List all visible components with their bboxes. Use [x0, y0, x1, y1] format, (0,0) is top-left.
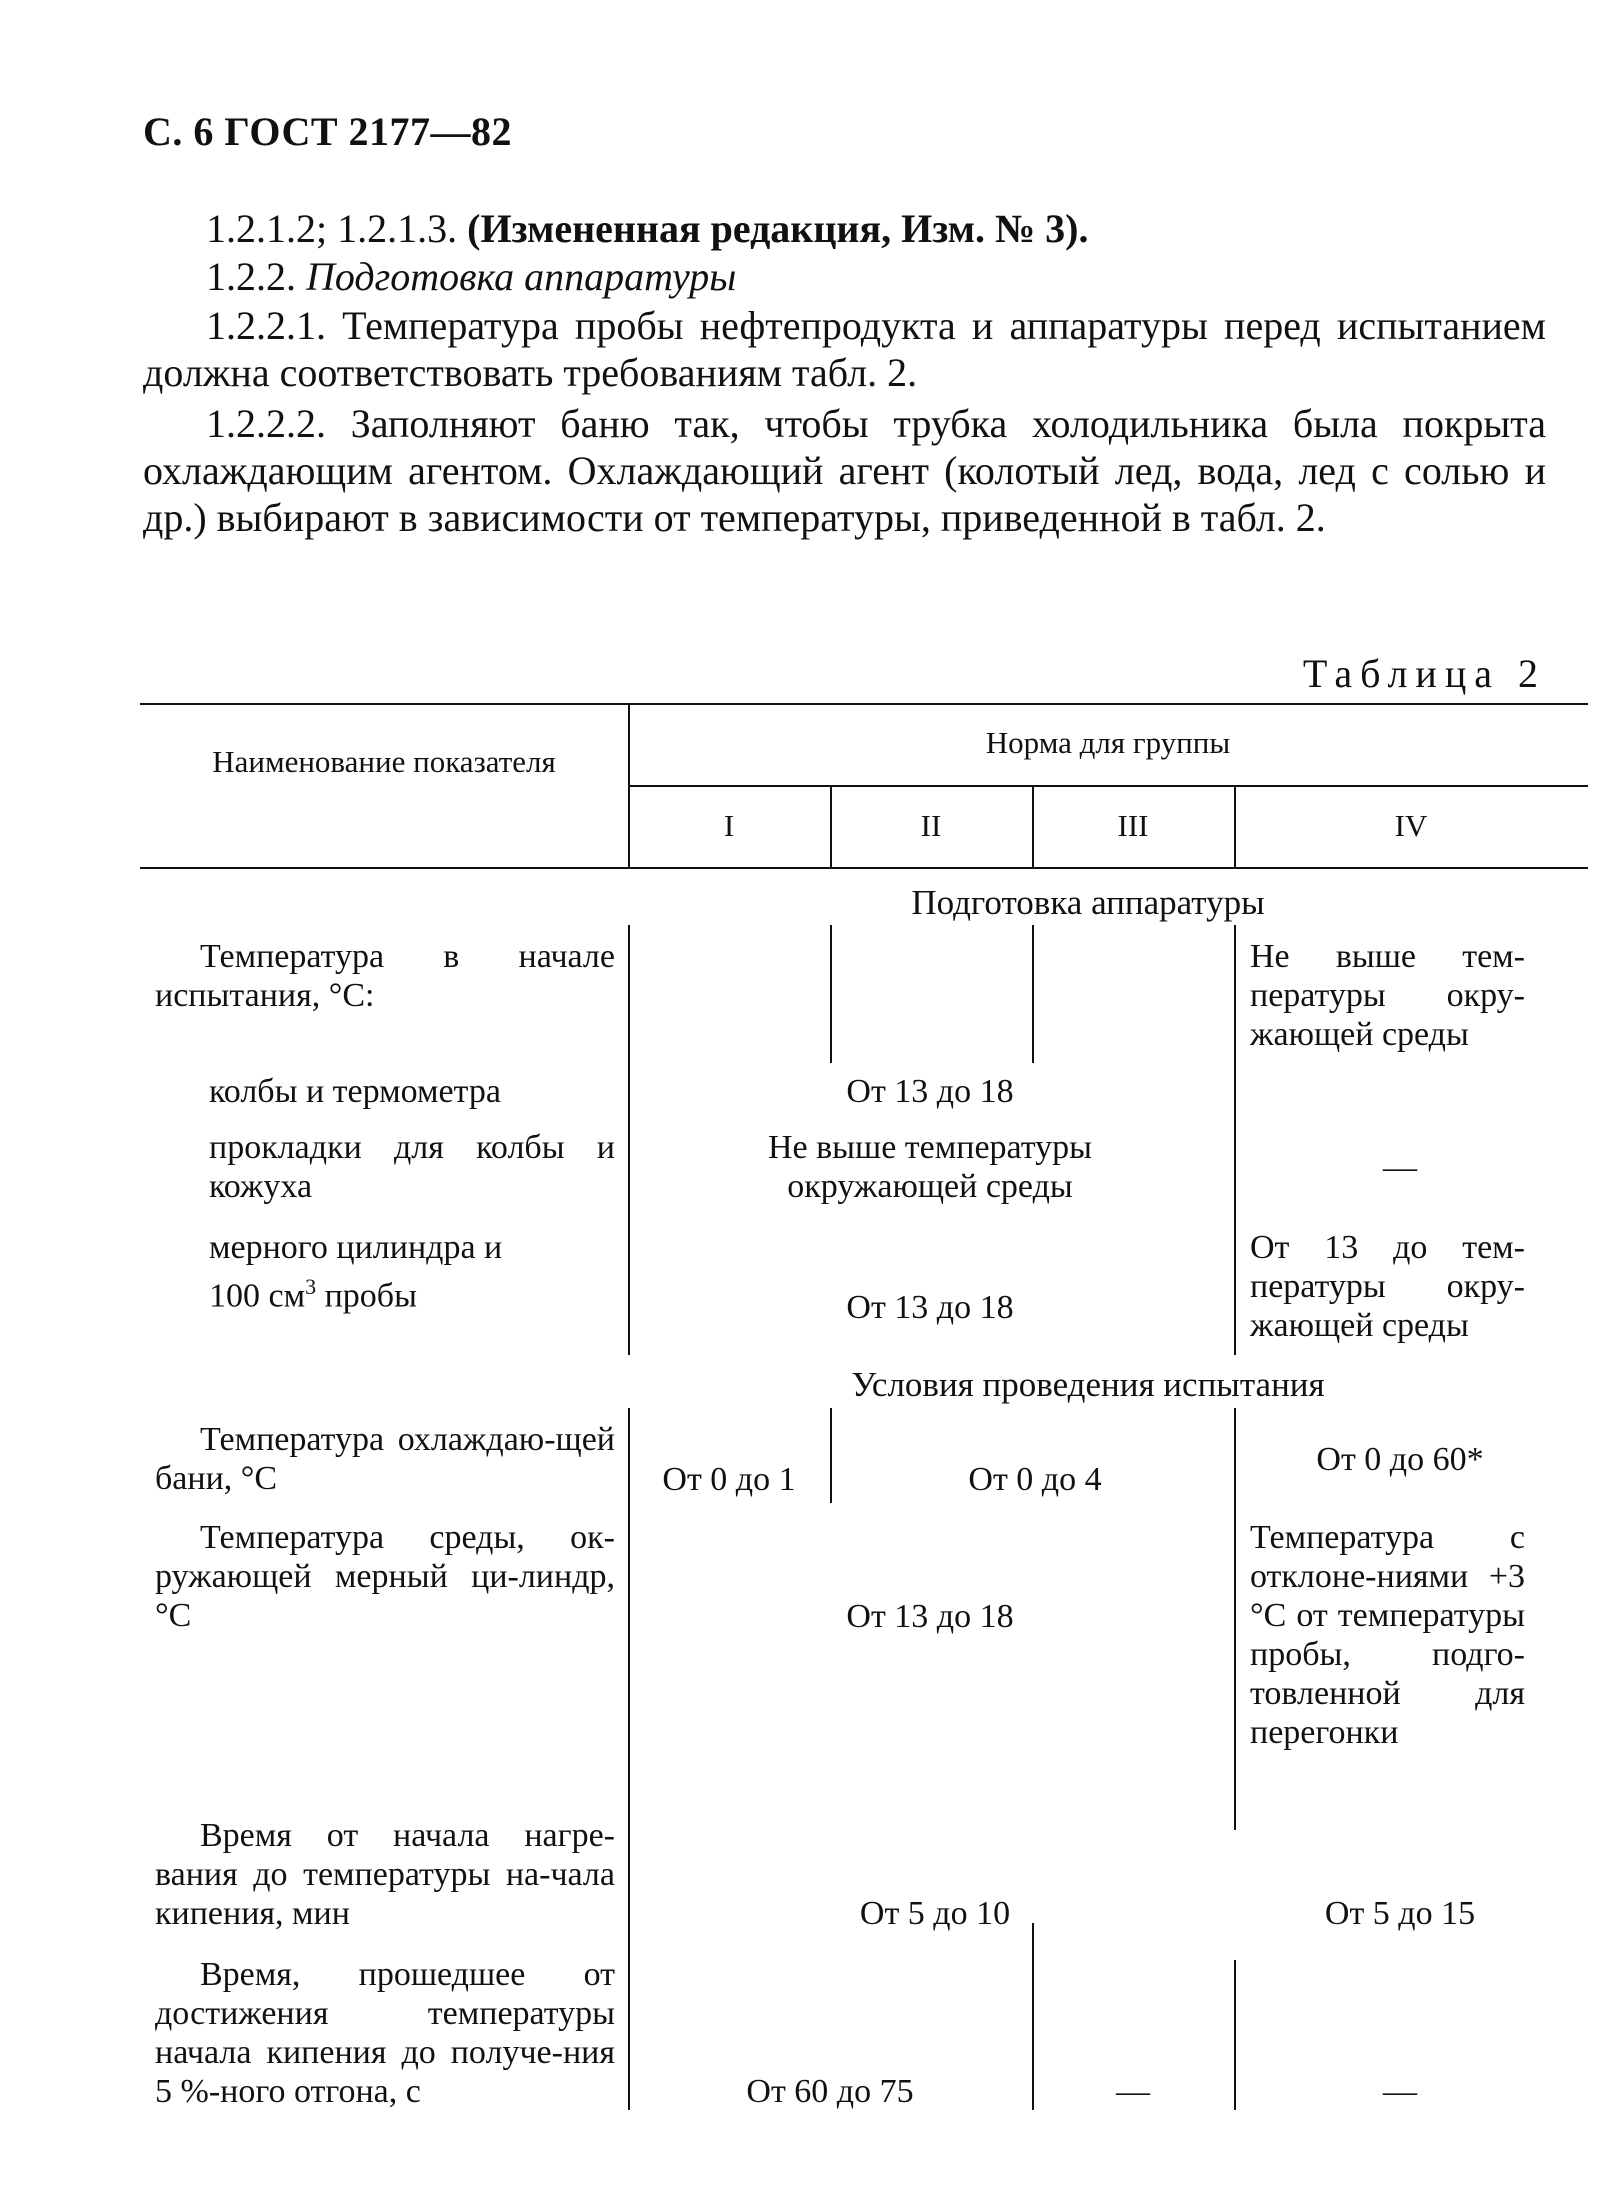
label-cylinder-superscript: 3 [305, 1274, 317, 1299]
page-header: С. 6 ГОСТ 2177—82 [143, 109, 513, 154]
value-cylinder-i-iii: От 13 до 18 [846, 1289, 1014, 1326]
body-divider-col1-b [628, 1408, 630, 2110]
body-divider-iii-c [1234, 1960, 1236, 2110]
label-heating-time: Время от начала нагре-вания до температуры на-чала кипения, мин [155, 1817, 615, 1932]
body-divider-i-a [830, 925, 832, 1063]
value-time5-iv: — [1383, 2073, 1417, 2110]
value-bath-iv: От 0 до 60* [1316, 1441, 1484, 1478]
value-time5-iii: — [1116, 2073, 1150, 2110]
table-header-rule [140, 867, 1588, 869]
paragraph-1-2-2-1: 1.2.2.1. Температура пробы нефтепродукта и аппаратуры перед испытанием должна соответствовать требованиям табл. 2. [143, 303, 1546, 395]
group-header-rule [628, 785, 1588, 787]
value-start-temp-iv: Не выше тем-пературы окру-жающей среды [1250, 938, 1525, 1053]
label-cylinder-sample: пробы [316, 1277, 417, 1315]
label-environment-temperature: Температура среды, ок-ружающей мерный ци-линдр, °С [155, 1519, 615, 1634]
table-top-rule [140, 703, 1588, 705]
paragraph-number: 1.2.2. [206, 254, 306, 299]
value-heat-i-iii: От 5 до 10 [859, 1895, 1011, 1932]
header-group-iii: III [1117, 808, 1149, 843]
label-cooling-bath-temperature: Температура охлаждаю-щей бани, °С [155, 1421, 615, 1497]
value-env-i-iii: От 13 до 18 [846, 1598, 1014, 1635]
label-flask-thermometer: колбы и термометра [209, 1073, 501, 1110]
label-time-to-5-percent: Время, прошедшее от достижения температуры начала кипения до получе-ния 5 %-ного отгона, с [155, 1956, 615, 2110]
value-cylinder-iv: От 13 до тем-пературы окру-жающей среды [1250, 1229, 1525, 1344]
value-env-iv: Температура с отклоне-ниями +3 °С от температуры пробы, подго-товленной для перегонки [1250, 1519, 1525, 1751]
body-divider-iii-a [1234, 925, 1236, 1355]
label-cylinder-volume: 100 см [209, 1277, 306, 1315]
label-cylinder-line1: мерного цилиндра и [209, 1229, 503, 1266]
value-gasket-i-iii: Не выше температуры окружающей среды [767, 1129, 1093, 1205]
value-bath-i: От 0 до 1 [662, 1461, 796, 1498]
header-group-ii: II [920, 808, 942, 843]
value-heat-iv: От 5 до 15 [1324, 1895, 1476, 1932]
label-gasket: прокладки для колбы и кожуха [209, 1129, 615, 1205]
section-title-test-conditions: Условия проведения испытания [851, 1365, 1325, 1404]
header-indicator-name: Наименование показателя [212, 744, 556, 779]
value-gasket-iv: — [1383, 1149, 1417, 1186]
body-divider-ii-a [1032, 925, 1034, 1063]
label-start-temperature: Температура в начале испытания, °С: [155, 938, 615, 1014]
header-group-i: I [723, 808, 735, 843]
section-title-preparation: Подготовка аппаратуры [911, 883, 1265, 922]
body-divider-iii-b [1234, 1408, 1236, 1830]
paragraph-ref: 1.2.1.2; 1.2.1.3. [206, 206, 468, 251]
section-heading: Подготовка аппаратуры [306, 254, 737, 299]
header-group-iv: IV [1394, 808, 1428, 843]
label-measuring-cylinder [209, 1228, 615, 1315]
paragraph-1-2-2-2: 1.2.2.2. Заполняют баню так, чтобы трубка холодильника была покрыта охлаждающим агентом. Охлаждающий агент (колотый лед, вода, лед с солью и др.) выбирают в зависимости от температуры, приведенной в табл. 2. [143, 401, 1546, 540]
header-group-norm: Норма для группы [985, 725, 1231, 760]
table-caption: Таблица 2 [1302, 651, 1546, 696]
value-flask-i-iii: От 13 до 18 [846, 1073, 1014, 1110]
body-divider-i-b [830, 1408, 832, 1503]
value-time5-i-ii: От 60 до 75 [746, 2073, 914, 2110]
amendment-note: (Измененная редакция, Изм. № 3). [467, 206, 1089, 251]
value-bath-ii-iii: От 0 до 4 [968, 1461, 1102, 1498]
